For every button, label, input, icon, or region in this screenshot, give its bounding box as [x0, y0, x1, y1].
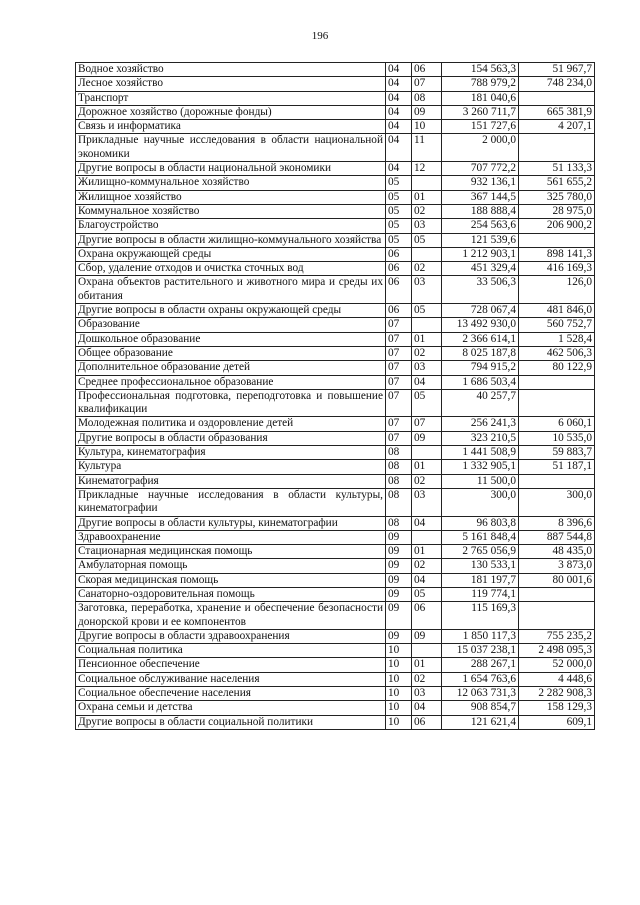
amount-secondary: 126,0	[519, 276, 595, 304]
subsection-code: 02	[412, 474, 442, 488]
table-row	[76, 105, 595, 119]
subsection-code: 08	[412, 91, 442, 105]
row-name: Культура, кинематография	[76, 446, 386, 460]
amount-total: 367 144,5	[442, 190, 519, 204]
subsection-code: 04	[412, 701, 442, 715]
subsection-code: 01	[412, 460, 442, 474]
amount-total: 1 212 903,1	[442, 247, 519, 261]
table-row	[76, 63, 595, 77]
row-name: Транспорт	[76, 91, 386, 105]
subsection-code: 05	[412, 587, 442, 601]
section-code: 04	[386, 134, 412, 162]
row-name: Санаторно-оздоровительная помощь	[76, 587, 386, 601]
amount-secondary	[519, 91, 595, 105]
row-name: Дорожное хозяйство (дорожные фонды)	[76, 105, 386, 119]
table-row	[76, 687, 595, 701]
table-row	[76, 204, 595, 218]
amount-secondary: 755 235,2	[519, 629, 595, 643]
amount-total: 181 040,6	[442, 91, 519, 105]
subsection-code: 06	[412, 602, 442, 630]
table-row	[76, 332, 595, 346]
table-row	[76, 77, 595, 91]
section-code: 07	[386, 318, 412, 332]
table-row	[76, 346, 595, 360]
section-code: 10	[386, 658, 412, 672]
amount-secondary	[519, 602, 595, 630]
subsection-code: 09	[412, 105, 442, 119]
amount-total: 12 063 731,3	[442, 687, 519, 701]
subsection-code: 04	[412, 573, 442, 587]
table-row	[76, 219, 595, 233]
table-row	[76, 361, 595, 375]
section-code: 06	[386, 304, 412, 318]
subsection-code: 09	[412, 431, 442, 445]
row-name: Охрана объектов растительного и животного мира и среды их обитания	[76, 276, 386, 304]
row-name: Молодежная политика и оздоровление детей	[76, 417, 386, 431]
table-row	[76, 120, 595, 134]
subsection-code: 05	[412, 304, 442, 318]
row-name: Дошкольное образование	[76, 332, 386, 346]
amount-total: 288 267,1	[442, 658, 519, 672]
amount-total: 33 506,3	[442, 276, 519, 304]
row-name: Жилищно-коммунальное хозяйство	[76, 176, 386, 190]
row-name: Другие вопросы в области здравоохранения	[76, 629, 386, 643]
row-name: Охрана окружающей среды	[76, 247, 386, 261]
subsection-code: 01	[412, 332, 442, 346]
subsection-code: 01	[412, 545, 442, 559]
table-row	[76, 134, 595, 162]
section-code: 08	[386, 446, 412, 460]
subsection-code: 03	[412, 219, 442, 233]
row-name: Прикладные научные исследования в области национальной экономики	[76, 134, 386, 162]
amount-secondary: 561 655,2	[519, 176, 595, 190]
amount-total: 300,0	[442, 488, 519, 516]
amount-total: 728 067,4	[442, 304, 519, 318]
section-code: 10	[386, 672, 412, 686]
row-name: Водное хозяйство	[76, 63, 386, 77]
section-code: 07	[386, 417, 412, 431]
subsection-code: 02	[412, 204, 442, 218]
amount-total: 151 727,6	[442, 120, 519, 134]
table-row	[76, 602, 595, 630]
row-name: Связь и информатика	[76, 120, 386, 134]
amount-secondary: 4 448,6	[519, 672, 595, 686]
section-code: 05	[386, 233, 412, 247]
section-code: 09	[386, 530, 412, 544]
table-row	[76, 545, 595, 559]
section-code: 07	[386, 389, 412, 417]
amount-secondary: 898 141,3	[519, 247, 595, 261]
budget-table	[75, 62, 595, 730]
amount-secondary: 28 975,0	[519, 204, 595, 218]
row-name: Заготовка, переработка, хранение и обеспечение безопасности донорской крови и ее компонентов	[76, 602, 386, 630]
amount-secondary: 462 506,3	[519, 346, 595, 360]
row-name: Дополнительное образование детей	[76, 361, 386, 375]
amount-total: 11 500,0	[442, 474, 519, 488]
amount-total: 1 850 117,3	[442, 629, 519, 643]
row-name: Другие вопросы в области национальной экономики	[76, 162, 386, 176]
table-row	[76, 629, 595, 643]
subsection-code	[412, 318, 442, 332]
amount-secondary	[519, 587, 595, 601]
row-name: Скорая медицинская помощь	[76, 573, 386, 587]
amount-secondary: 325 780,0	[519, 190, 595, 204]
subsection-code: 02	[412, 262, 442, 276]
amount-total: 181 197,7	[442, 573, 519, 587]
amount-secondary: 48 435,0	[519, 545, 595, 559]
amount-total: 3 260 711,7	[442, 105, 519, 119]
row-name: Сбор, удаление отходов и очистка сточных вод	[76, 262, 386, 276]
amount-secondary: 2 282 908,3	[519, 687, 595, 701]
table-row	[76, 162, 595, 176]
table-row	[76, 587, 595, 601]
table-row	[76, 715, 595, 729]
amount-secondary: 8 396,6	[519, 516, 595, 530]
amount-secondary: 51 967,7	[519, 63, 595, 77]
section-code: 09	[386, 587, 412, 601]
row-name: Благоустройство	[76, 219, 386, 233]
section-code: 10	[386, 687, 412, 701]
amount-total: 1 332 905,1	[442, 460, 519, 474]
subsection-code: 03	[412, 488, 442, 516]
amount-secondary: 3 873,0	[519, 559, 595, 573]
subsection-code: 07	[412, 77, 442, 91]
table-row	[76, 389, 595, 417]
subsection-code: 12	[412, 162, 442, 176]
subsection-code: 02	[412, 672, 442, 686]
amount-secondary: 609,1	[519, 715, 595, 729]
section-code: 04	[386, 63, 412, 77]
table-row	[76, 190, 595, 204]
amount-total: 788 979,2	[442, 77, 519, 91]
row-name: Другие вопросы в области культуры, кинематографии	[76, 516, 386, 530]
amount-secondary: 2 498 095,3	[519, 644, 595, 658]
section-code: 08	[386, 516, 412, 530]
section-code: 10	[386, 701, 412, 715]
subsection-code: 07	[412, 417, 442, 431]
section-code: 06	[386, 247, 412, 261]
amount-total: 707 772,2	[442, 162, 519, 176]
amount-total: 96 803,8	[442, 516, 519, 530]
row-name: Среднее профессиональное образование	[76, 375, 386, 389]
amount-total: 5 161 848,4	[442, 530, 519, 544]
amount-total: 2 765 056,9	[442, 545, 519, 559]
row-name: Другие вопросы в области охраны окружающей среды	[76, 304, 386, 318]
section-code: 08	[386, 488, 412, 516]
amount-secondary: 158 129,3	[519, 701, 595, 715]
row-name: Другие вопросы в области социальной политики	[76, 715, 386, 729]
amount-total: 794 915,2	[442, 361, 519, 375]
row-name: Социальная политика	[76, 644, 386, 658]
section-code: 07	[386, 361, 412, 375]
budget-table-body	[76, 63, 595, 730]
amount-secondary	[519, 474, 595, 488]
table-row	[76, 559, 595, 573]
amount-total: 2 000,0	[442, 134, 519, 162]
table-row	[76, 417, 595, 431]
table-row	[76, 672, 595, 686]
table-row	[76, 474, 595, 488]
section-code: 07	[386, 346, 412, 360]
amount-total: 1 654 763,6	[442, 672, 519, 686]
section-code: 07	[386, 332, 412, 346]
amount-secondary: 300,0	[519, 488, 595, 516]
section-code: 05	[386, 176, 412, 190]
amount-total: 2 366 614,1	[442, 332, 519, 346]
table-row	[76, 304, 595, 318]
amount-secondary: 748 234,0	[519, 77, 595, 91]
section-code: 09	[386, 545, 412, 559]
table-row	[76, 431, 595, 445]
table-row	[76, 318, 595, 332]
table-row	[76, 658, 595, 672]
table-row	[76, 644, 595, 658]
section-code: 05	[386, 219, 412, 233]
section-code: 08	[386, 460, 412, 474]
table-row	[76, 276, 595, 304]
row-name: Здравоохранение	[76, 530, 386, 544]
amount-total: 451 329,4	[442, 262, 519, 276]
amount-secondary: 6 060,1	[519, 417, 595, 431]
amount-secondary: 481 846,0	[519, 304, 595, 318]
page-number: 196	[311, 30, 329, 42]
amount-secondary: 1 528,4	[519, 332, 595, 346]
amount-total: 130 533,1	[442, 559, 519, 573]
table-row	[76, 262, 595, 276]
subsection-code: 02	[412, 559, 442, 573]
subsection-code: 05	[412, 389, 442, 417]
amount-total: 40 257,7	[442, 389, 519, 417]
table-row	[76, 701, 595, 715]
amount-secondary: 51 187,1	[519, 460, 595, 474]
amount-secondary: 10 535,0	[519, 431, 595, 445]
subsection-code: 03	[412, 276, 442, 304]
row-name: Охрана семьи и детства	[76, 701, 386, 715]
subsection-code: 02	[412, 346, 442, 360]
section-code: 04	[386, 162, 412, 176]
row-name: Жилищное хозяйство	[76, 190, 386, 204]
amount-secondary	[519, 233, 595, 247]
table-row	[76, 247, 595, 261]
amount-secondary	[519, 134, 595, 162]
section-code: 04	[386, 91, 412, 105]
table-row	[76, 460, 595, 474]
amount-total: 323 210,5	[442, 431, 519, 445]
row-name: Кинематография	[76, 474, 386, 488]
table-row	[76, 488, 595, 516]
subsection-code: 04	[412, 375, 442, 389]
subsection-code: 06	[412, 63, 442, 77]
subsection-code	[412, 644, 442, 658]
table-row	[76, 176, 595, 190]
row-name: Социальное обеспечение населения	[76, 687, 386, 701]
subsection-code: 01	[412, 190, 442, 204]
amount-total: 254 563,6	[442, 219, 519, 233]
section-code: 09	[386, 559, 412, 573]
section-code: 09	[386, 629, 412, 643]
row-name: Социальное обслуживание населения	[76, 672, 386, 686]
amount-total: 121 539,6	[442, 233, 519, 247]
row-name: Коммунальное хозяйство	[76, 204, 386, 218]
row-name: Пенсионное обеспечение	[76, 658, 386, 672]
subsection-code: 11	[412, 134, 442, 162]
subsection-code	[412, 446, 442, 460]
section-code: 06	[386, 262, 412, 276]
section-code: 07	[386, 375, 412, 389]
amount-total: 119 774,1	[442, 587, 519, 601]
row-name: Образование	[76, 318, 386, 332]
table-row	[76, 530, 595, 544]
amount-secondary	[519, 389, 595, 417]
amount-secondary: 206 900,2	[519, 219, 595, 233]
amount-secondary: 80 001,6	[519, 573, 595, 587]
amount-secondary: 416 169,3	[519, 262, 595, 276]
table-row	[76, 91, 595, 105]
section-code: 05	[386, 204, 412, 218]
section-code: 07	[386, 431, 412, 445]
amount-total: 13 492 930,0	[442, 318, 519, 332]
amount-secondary	[519, 375, 595, 389]
amount-total: 121 621,4	[442, 715, 519, 729]
table-row	[76, 516, 595, 530]
row-name: Другие вопросы в области жилищно-коммунального хозяйства	[76, 233, 386, 247]
section-code: 05	[386, 190, 412, 204]
amount-total: 115 169,3	[442, 602, 519, 630]
amount-secondary: 59 883,7	[519, 446, 595, 460]
amount-secondary: 665 381,9	[519, 105, 595, 119]
row-name: Общее образование	[76, 346, 386, 360]
table-row	[76, 375, 595, 389]
table-row	[76, 446, 595, 460]
section-code: 04	[386, 105, 412, 119]
row-name: Стационарная медицинская помощь	[76, 545, 386, 559]
amount-total: 8 025 187,8	[442, 346, 519, 360]
amount-total: 15 037 238,1	[442, 644, 519, 658]
amount-total: 188 888,4	[442, 204, 519, 218]
subsection-code: 01	[412, 658, 442, 672]
row-name: Профессиональная подготовка, переподготовка и повышение квалификации	[76, 389, 386, 417]
amount-total: 1 686 503,4	[442, 375, 519, 389]
table-row	[76, 573, 595, 587]
amount-secondary: 80 122,9	[519, 361, 595, 375]
row-name: Прикладные научные исследования в области культуры, кинематографии	[76, 488, 386, 516]
subsection-code	[412, 176, 442, 190]
section-code: 09	[386, 602, 412, 630]
subsection-code: 10	[412, 120, 442, 134]
subsection-code: 03	[412, 687, 442, 701]
amount-total: 932 136,1	[442, 176, 519, 190]
section-code: 06	[386, 276, 412, 304]
section-code: 10	[386, 715, 412, 729]
subsection-code	[412, 247, 442, 261]
row-name: Лесное хозяйство	[76, 77, 386, 91]
section-code: 10	[386, 644, 412, 658]
subsection-code: 04	[412, 516, 442, 530]
subsection-code: 03	[412, 361, 442, 375]
subsection-code	[412, 530, 442, 544]
subsection-code: 05	[412, 233, 442, 247]
amount-total: 256 241,3	[442, 417, 519, 431]
row-name: Культура	[76, 460, 386, 474]
amount-total: 908 854,7	[442, 701, 519, 715]
amount-total: 154 563,3	[442, 63, 519, 77]
amount-secondary: 52 000,0	[519, 658, 595, 672]
subsection-code: 09	[412, 629, 442, 643]
section-code: 04	[386, 120, 412, 134]
section-code: 09	[386, 573, 412, 587]
amount-secondary: 4 207,1	[519, 120, 595, 134]
section-code: 04	[386, 77, 412, 91]
section-code: 08	[386, 474, 412, 488]
table-row	[76, 233, 595, 247]
amount-total: 1 441 508,9	[442, 446, 519, 460]
subsection-code: 06	[412, 715, 442, 729]
amount-secondary: 51 133,3	[519, 162, 595, 176]
row-name: Амбулаторная помощь	[76, 559, 386, 573]
amount-secondary: 887 544,8	[519, 530, 595, 544]
amount-secondary: 560 752,7	[519, 318, 595, 332]
row-name: Другие вопросы в области образования	[76, 431, 386, 445]
